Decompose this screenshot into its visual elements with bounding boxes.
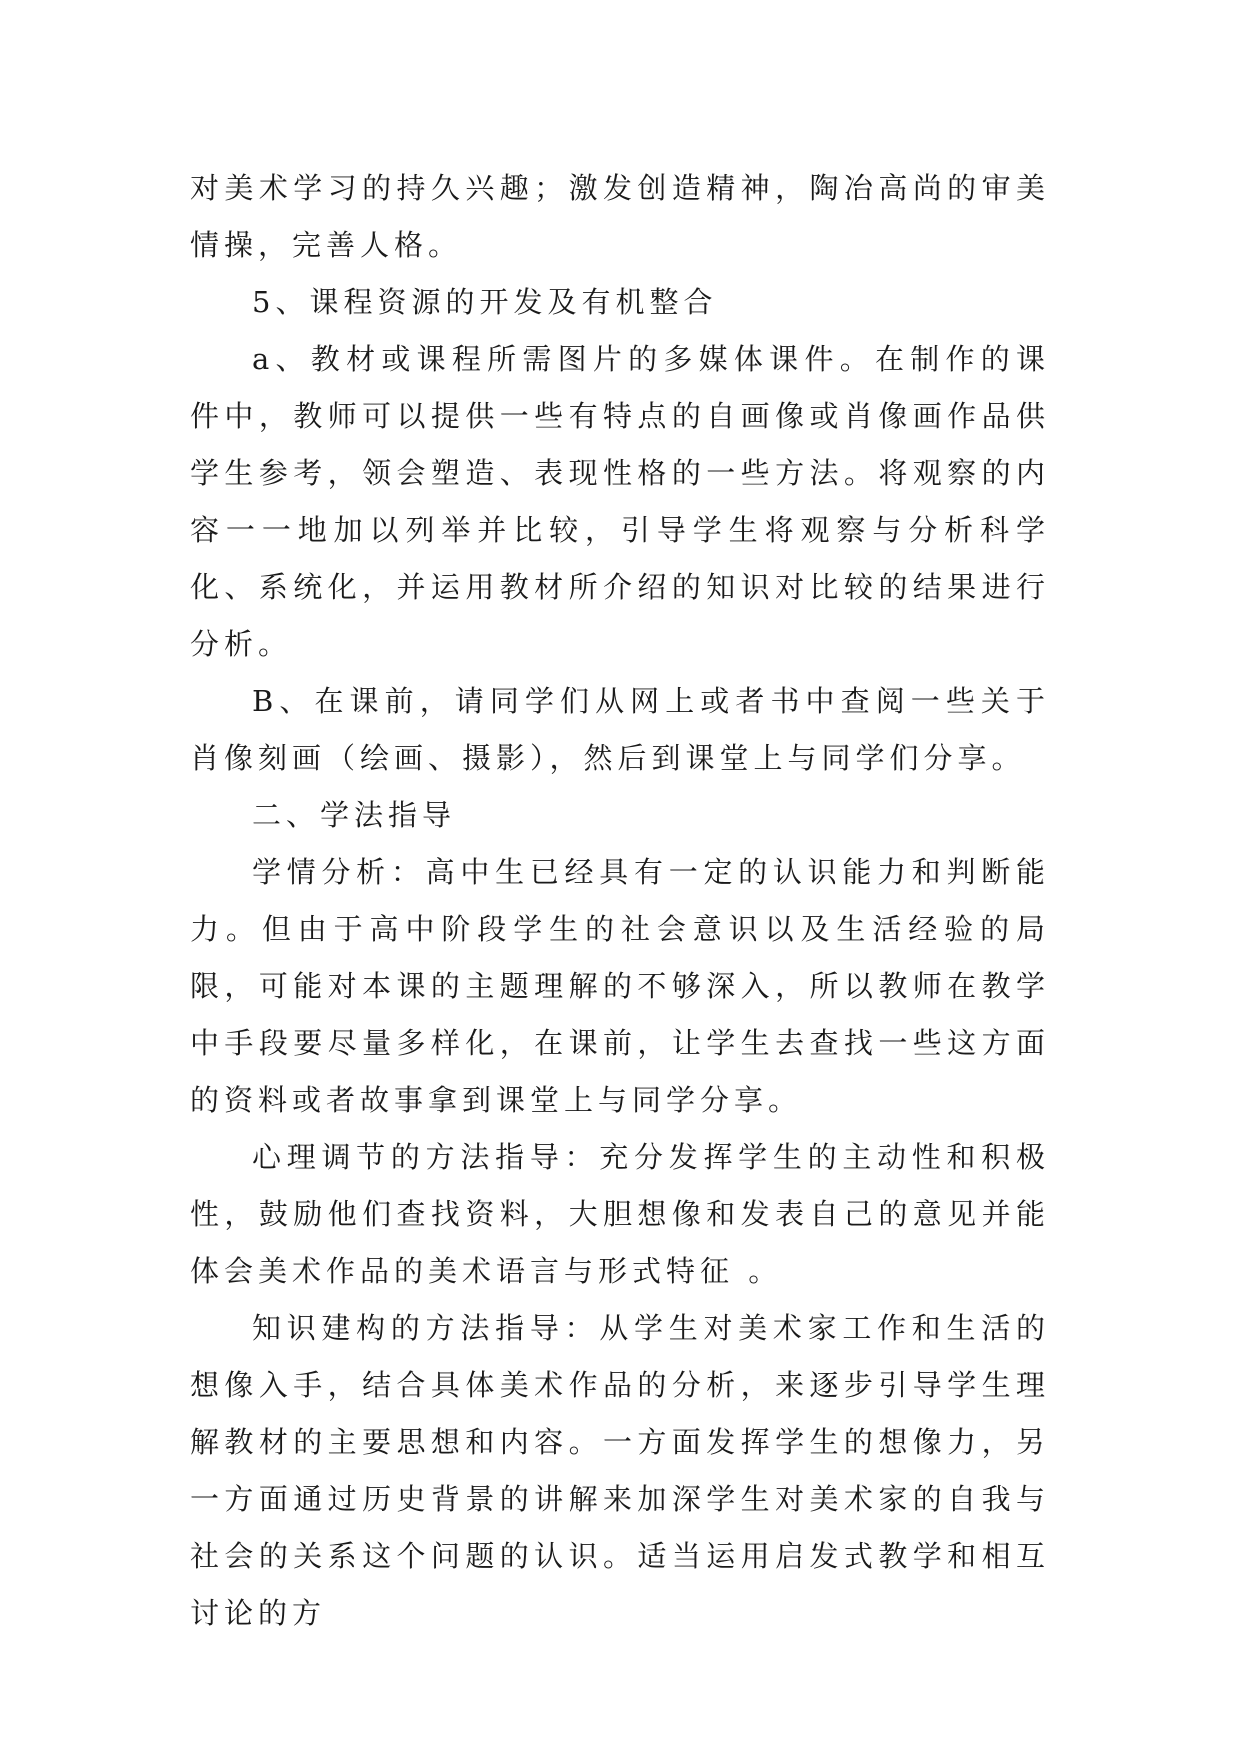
paragraph-multimedia-courseware: a、教材或课程所需图片的多媒体课件。在制作的课件中，教师可以提供一些有特点的自画像或肖像画作品供学生参考，领会塑造、表现性格的一些方法。将观察的内容一一地加以列举并比较，引导学生将观察与分析科学化、系统化，并运用教材所介绍的知识对比较的结果进行分析。 (190, 342, 1050, 661)
paragraph-knowledge-construction: 知识建构的方法指导：从学生对美术家工作和生活的想像入手，结合具体美术作品的分析，来逐步引导学生理解教材的主要思想和内容。一方面发挥学生的想像力，另一方面通过历史背景的讲解来加深学生对美术家的自我与社会的关系这个问题的认识。适当运用启发式教学和相互讨论的方 (190, 1311, 1050, 1630)
section-heading-learning-guidance: 二、学法指导 (252, 798, 457, 832)
paragraph-student-analysis: 学情分析：高中生已经具有一定的认识能力和判断能力。但由于高中阶段学生的社会意识以及生活经验的局限，可能对本课的主题理解的不够深入，所以教师在教学中手段要尽量多样化，在课前，让学生去查找一些这方面的资料或者故事拿到课堂上与同学分享。 (190, 855, 1050, 1117)
paragraph-continuation: 对美术学习的持久兴趣；激发创造精神，陶冶高尚的审美情操，完善人格。 (190, 171, 1050, 262)
document-body (190, 160, 1050, 1642)
paragraph-psychological-guidance: 心理调节的方法指导：充分发挥学生的主动性和积极性，鼓励他们查找资料，大胆想像和发表自己的意见并能体会美术作品的美术语言与形式特征 。 (190, 1140, 1050, 1288)
paragraph-pre-class-research: B、在课前，请同学们从网上或者书中查阅一些关于肖像刻画（绘画、摄影），然后到课堂上与同学们分享。 (190, 684, 1050, 775)
section-heading-curriculum-resources: 5、课程资源的开发及有机整合 (252, 285, 718, 319)
